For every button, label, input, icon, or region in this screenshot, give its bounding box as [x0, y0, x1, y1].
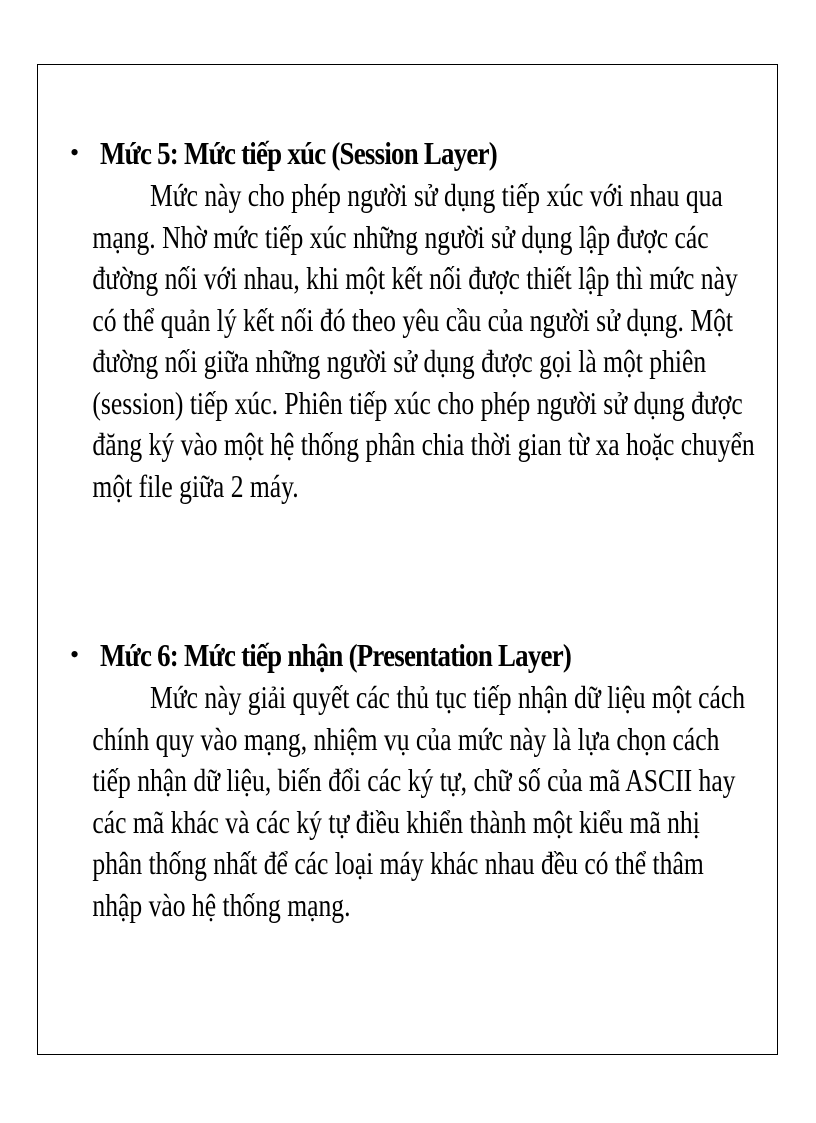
body-line: phân thống nhất để các loại máy khác nhau đều có thể thâm [92, 845, 704, 881]
section-presentation-layer [62, 633, 778, 926]
section-session-layer [62, 131, 778, 507]
body-line: đường nối giữa những người sử dụng được gọi là một phiên [92, 343, 707, 379]
body-line: mạng. Nhờ mức tiếp xúc những người sử dụng lập được các [92, 218, 709, 255]
body-line: Mức này giải quyết các thủ tục tiếp nhận dữ liệu một cách [150, 679, 746, 715]
body-line: nhập vào hệ thống mạng. [92, 886, 351, 923]
bullet-dot-icon: • [70, 640, 80, 669]
body-line: (session) tiếp xúc. Phiên tiếp xúc cho phép người sử dụng được [92, 384, 743, 421]
body-line: đăng ký vào một hệ thống phân chia thời gian từ xa hoặc chuyển [92, 426, 755, 462]
body-line: có thể quản lý kết nối đó theo yêu cầu của người sử dụng. Một [92, 301, 734, 338]
bullet-item [62, 131, 778, 175]
bullet-dot-icon: • [70, 138, 80, 167]
body-line: đường nối với nhau, khi một kết nối được thiết lập thì mức này [92, 260, 738, 296]
section-body [62, 677, 778, 926]
bullet-item [62, 633, 778, 677]
body-line: Mức này cho phép người sử dụng tiếp xúc với nhau qua [150, 177, 723, 213]
body-line: một file giữa 2 máy. [92, 467, 299, 504]
section-heading: Mức 6: Mức tiếp nhận (Presentation Layer) [100, 637, 572, 673]
section-body [62, 175, 778, 507]
body-line: tiếp nhận dữ liệu, biến đổi các ký tự, chữ số của mã ASCII hay [92, 762, 736, 798]
body-line: chính quy vào mạng, nhiệm vụ của mức này là lựa chọn cách [92, 720, 720, 757]
section-heading: Mức 5: Mức tiếp xúc (Session Layer) [100, 135, 497, 171]
body-line: các mã khác và các ký tự điều khiển thành một kiểu mã nhị [92, 803, 700, 840]
